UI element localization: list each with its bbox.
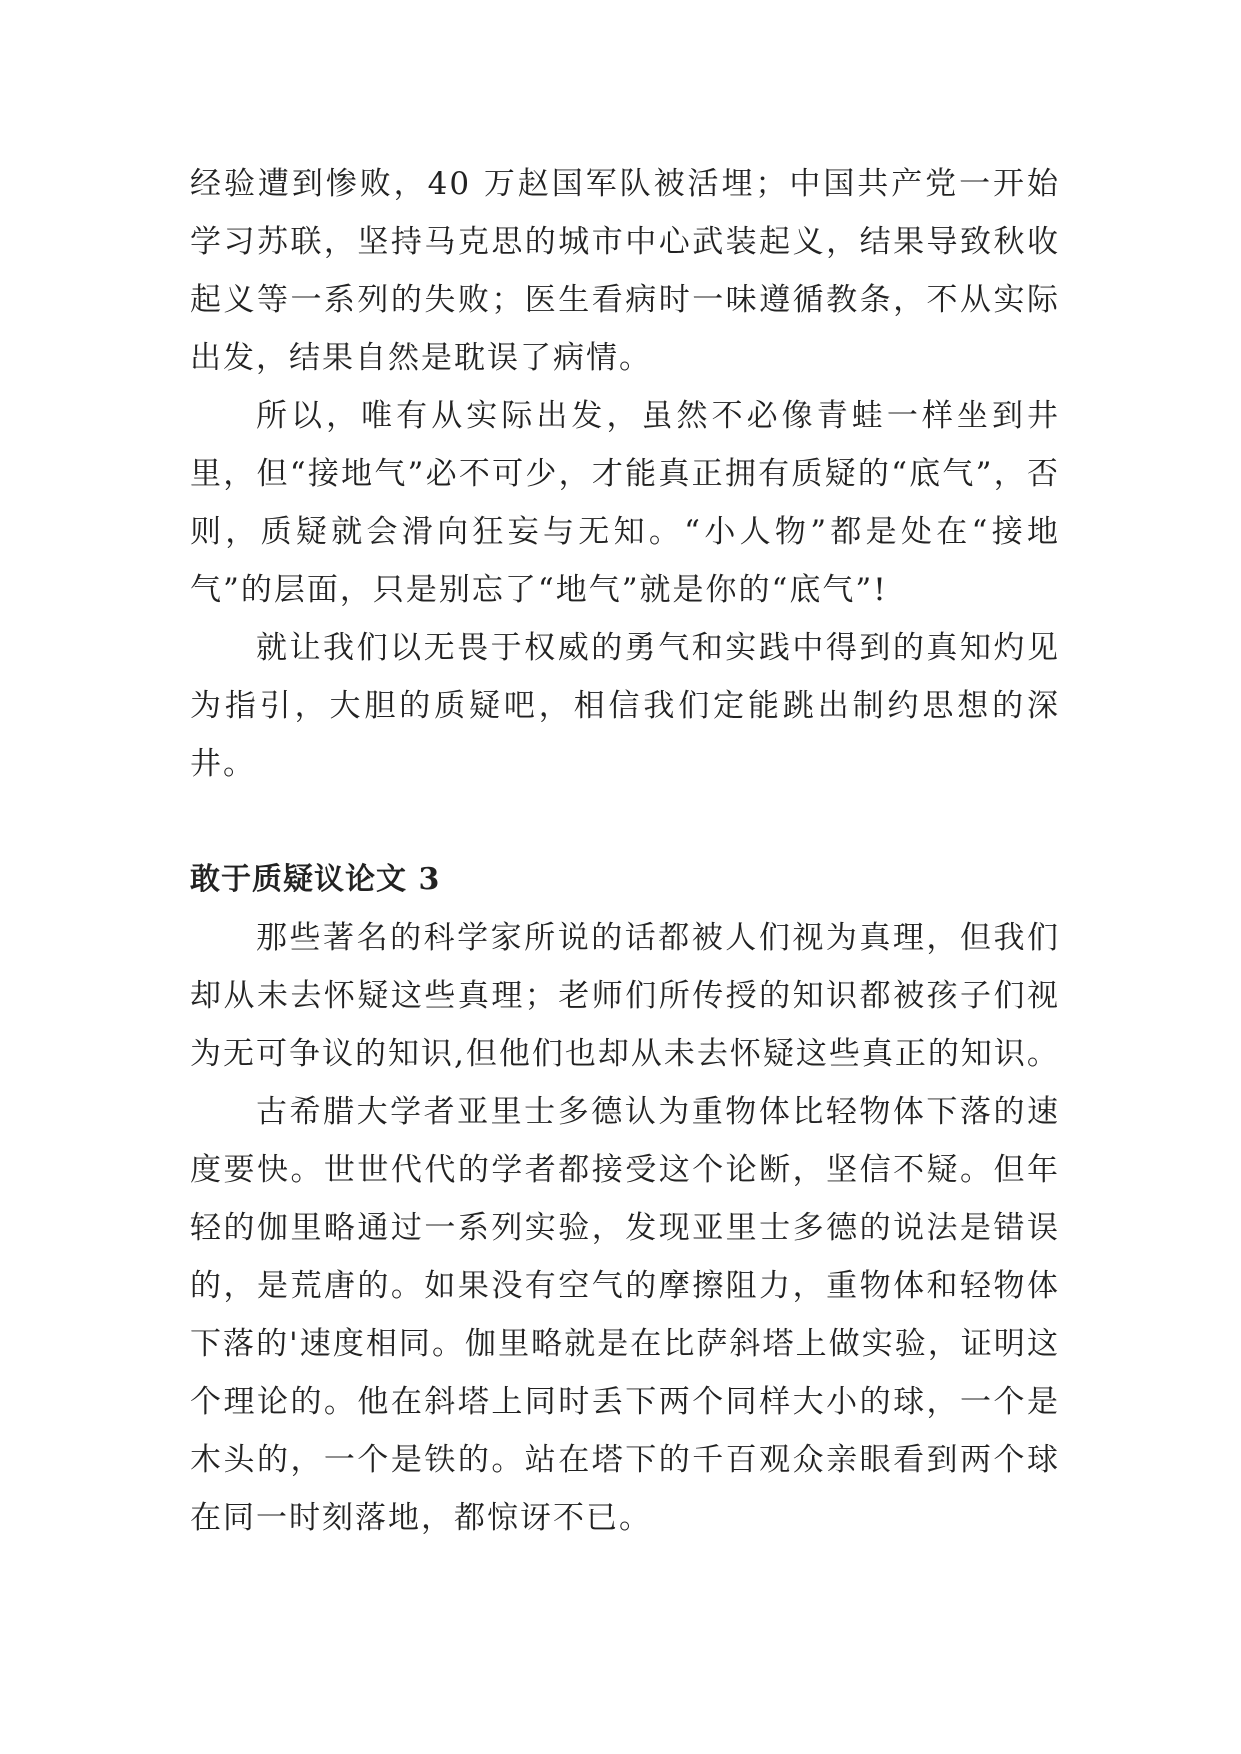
paragraph-galileo-experiment: 古希腊大学者亚里士多德认为重物体比轻物体下落的速度要快。世世代代的学者都接受这个论断，坚信不疑。但年轻的伽里略通过一系列实验，发现亚里士多德的说法是错误的，是荒唐的。如果没有空气的摩擦阻力，重物体和轻物体下落的'速度相同。伽里略就是在比萨斜塔上做实验，证明这个理论的。他在斜塔上同时丢下两个同样大小的球，一个是木头的，一个是铁的。站在塔下的千百观众亲眼看到两个球在同一时刻落地，都惊讶不已。: [190, 1094, 1060, 1536]
paragraph-grounded-skepticism: 所以，唯有从实际出发，虽然不必像青蛙一样坐到井里，但“接地气”必不可少，才能真正拥有质疑的“底气”，否则，质疑就会滑向狂妄与无知。“小人物”都是处在“接地气”的层面，只是别忘了“地气”就是你的“底气”!: [190, 398, 1060, 608]
document-body: [190, 155, 1060, 1547]
paragraph-scientists-truth: 那些著名的科学家所说的话都被人们视为真理，但我们却从未去怀疑这些真理；老师们所传授的知识都被孩子们视为无可争议的知识,但他们也却从未去怀疑这些真正的知识。: [190, 920, 1060, 1072]
paragraph-battle-and-party-examples: 经验遭到惨败，40 万赵国军队被活埋；中国共产党一开始学习苏联，坚持马克思的城市中心武装起义，结果导致秋收起义等一系列的失败；医生看病时一味遵循教条，不从实际出发，结果自然是耽误了病情。: [190, 166, 1060, 376]
section-title: 敢于质疑议论文 3: [190, 862, 441, 897]
paragraph-conclusion-deep-well: 就让我们以无畏于权威的勇气和实践中得到的真知灼见为指引，大胆的质疑吧，相信我们定能跳出制约思想的深井。: [190, 630, 1060, 782]
